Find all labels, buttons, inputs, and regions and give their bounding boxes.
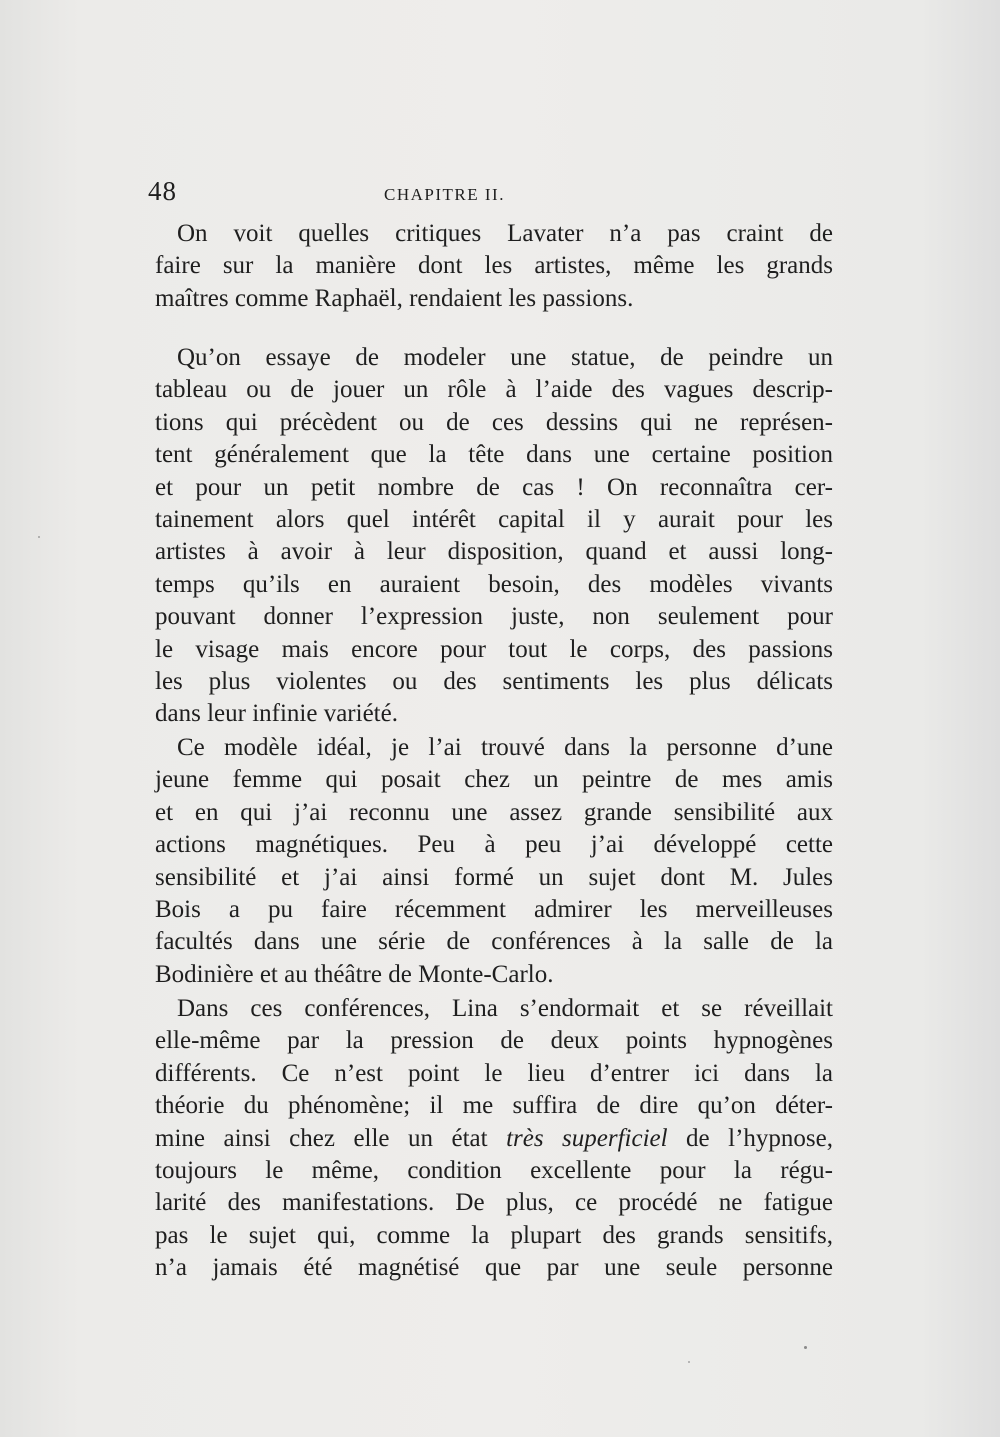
text-segment: mine ainsi chez elle un état	[155, 1124, 507, 1152]
paragraph-4	[155, 993, 833, 1285]
text-line: pas le sujet qui, comme la plupart des grands sensitifs,	[155, 1221, 833, 1249]
text-line: Dans ces conférences, Lina s’endormait et se réveillait	[177, 995, 833, 1022]
text-line: faire sur la manière dont les artistes, même les grands	[155, 252, 833, 280]
text-line: n’a jamais été magnétisé que par une seule personne	[155, 1254, 833, 1282]
text-line: différents. Ce n’est point le lieu d’entrer ici dans la	[155, 1059, 833, 1087]
emphasized-text: très superficiel	[506, 1124, 668, 1152]
text-line: tableau ou de jouer un rôle à l’aide des vagues descrip-	[155, 376, 833, 404]
page-header	[148, 176, 844, 216]
text-line: Ce modèle idéal, je l’ai trouvé dans la personne d’une	[177, 734, 833, 761]
text-line: Qu’on essaye de modeler une statue, de peindre un	[177, 344, 833, 371]
paper-speck	[688, 1361, 690, 1363]
text-line: sensibilité et j’ai ainsi formé un sujet dont M. Jules	[155, 863, 833, 891]
text-line: toujours le même, condition excellente pour la régu-	[155, 1156, 833, 1184]
text-line: maîtres comme Raphaël, rendaient les passions.	[155, 284, 634, 312]
paper-speck	[38, 536, 40, 538]
text-line: tions qui précèdent ou de ces dessins qui ne représen-	[155, 408, 833, 436]
paragraph-2	[155, 342, 833, 731]
text-line: théorie du phénomène; il me suffira de dire qu’on déter-	[155, 1092, 833, 1120]
text-segment: de l’hypnose,	[667, 1124, 833, 1152]
paper-speck	[804, 1346, 807, 1349]
text-line: dans leur infinie variété.	[155, 700, 398, 728]
text-line: On voit quelles critiques Lavater n’a pas craint de	[177, 220, 833, 247]
paragraph-3	[155, 732, 833, 991]
text-line: elle-même par la pression de deux points hypnogènes	[155, 1027, 833, 1055]
text-line: Bois a pu faire récemment admirer les merveilleuses	[155, 895, 833, 923]
running-title: CHAPITRE II.	[384, 185, 505, 204]
text-line: les plus violentes ou des sentiments les plus délicats	[155, 667, 833, 695]
text-line: Bodinière et au théâtre de Monte-Carlo.	[155, 960, 554, 988]
text-line: actions magnétiques. Peu à peu j’ai développé cette	[155, 831, 833, 859]
text-line: larité des manifestations. De plus, ce procédé ne fatigue	[155, 1189, 833, 1217]
page-number: 48	[148, 176, 177, 206]
text-line: temps qu’ils en auraient besoin, des modèles vivants	[155, 570, 833, 598]
text-line: facultés dans une série de conférences à la salle de la	[155, 928, 833, 956]
text-line: le visage mais encore pour tout le corps, des passions	[155, 635, 833, 663]
paragraph-1	[155, 218, 833, 315]
text-line: pouvant donner l’expression juste, non seulement pour	[155, 603, 833, 631]
text-line: et en qui j’ai reconnu une assez grande sensibilité aux	[155, 798, 833, 826]
text-line: jeune femme qui posait chez un peintre de mes amis	[155, 766, 833, 794]
text-line: tainement alors quel intérêt capital il y aurait pour les	[155, 505, 833, 533]
text-line: et pour un petit nombre de cas ! On reconnaîtra cer-	[155, 473, 833, 501]
text-line: artistes à avoir à leur disposition, quand et aussi long-	[155, 538, 833, 566]
text-line-with-emphasis	[155, 1123, 833, 1155]
text-line: tent généralement que la tête dans une certaine position	[155, 441, 833, 469]
